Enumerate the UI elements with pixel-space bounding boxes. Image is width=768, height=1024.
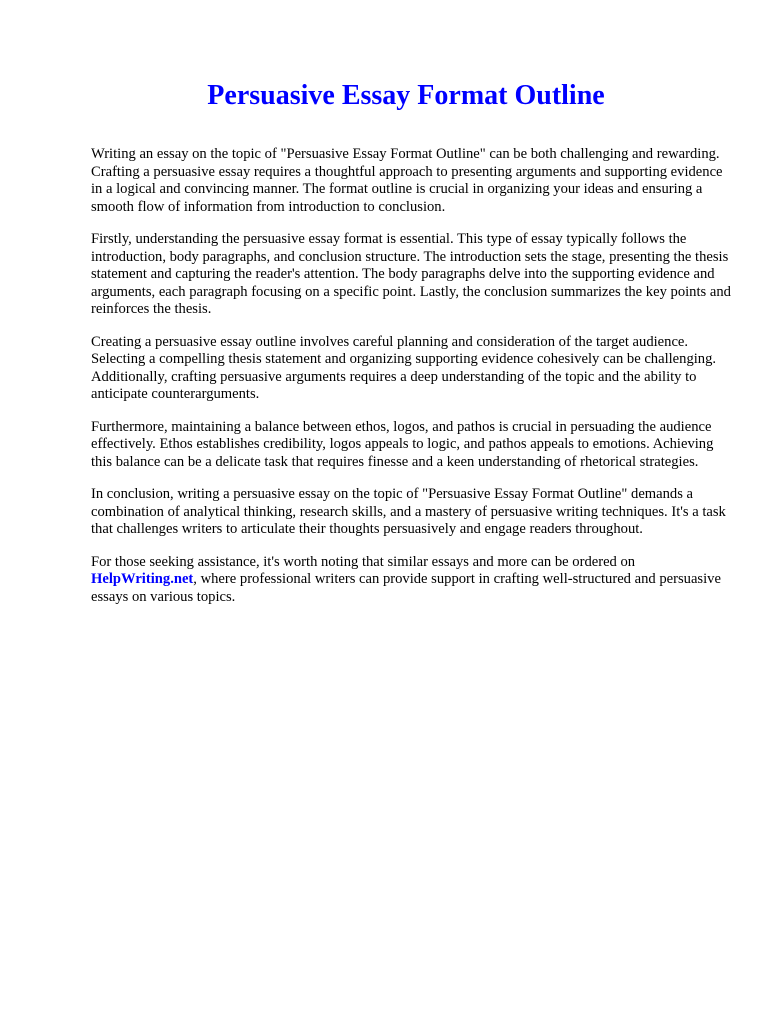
paragraph-outline: Creating a persuasive essay outline involves careful planning and consideration of the target audience. Selecting a compelling thesis statement and organizing supporting evidence cohesively can be challenging. Additionally, crafting persuasive arguments requires a deep understanding of the topic and the ability to anticipate counterarguments. <box>91 333 717 402</box>
document-body <box>91 146 731 621</box>
paragraph-intro: Writing an essay on the topic of "Persuasive Essay Format Outline" can be both challenging and rewarding. Crafting a persuasive essay requires a thoughtful approach to presenting arguments and supporting evidence in a logical and convincing manner. The format outline is crucial in organizing your ideas and ensuring a smooth flow of information from introduction to conclusion. <box>91 146 723 215</box>
closing-text-before-link: For those seeking assistance, it's worth noting that similar essays and more can be ordered on <box>91 553 636 570</box>
paragraph-conclusion: In conclusion, writing a persuasive essay on the topic of "Persuasive Essay Format Outline" demands a combination of analytical thinking, research skills, and a mastery of persuasive writing techniques. It's a task that challenges writers to articulate their thoughts persuasively and engage readers throughout. <box>91 486 726 537</box>
closing-text-after-link: , where professional writers can provide support in crafting well-structured and persuasive essays on various topics. <box>91 571 721 605</box>
paragraph-format: Firstly, understanding the persuasive essay format is essential. This type of essay typically follows the introduction, body paragraphs, and conclusion structure. The introduction sets the stage, presenting the thesis statement and capturing the reader's attention. The body paragraphs delve into the supporting evidence and arguments, each paragraph focusing on a specific point. Lastly, the conclusion summarizes the key points and reinforces the thesis. <box>91 231 731 317</box>
paragraph-balance: Furthermore, maintaining a balance between ethos, logos, and pathos is crucial in persuading the audience effectively. Ethos establishes credibility, logos appeals to logic, and pathos appeals to emotions. Achieving this balance can be a delicate task that requires finesse and a keen understanding of rhetorical strategies. <box>91 418 714 470</box>
paragraph-closing <box>91 554 731 607</box>
helpwriting-link[interactable]: HelpWriting.net <box>91 571 194 587</box>
page-title: Persuasive Essay Format Outline <box>207 80 605 111</box>
